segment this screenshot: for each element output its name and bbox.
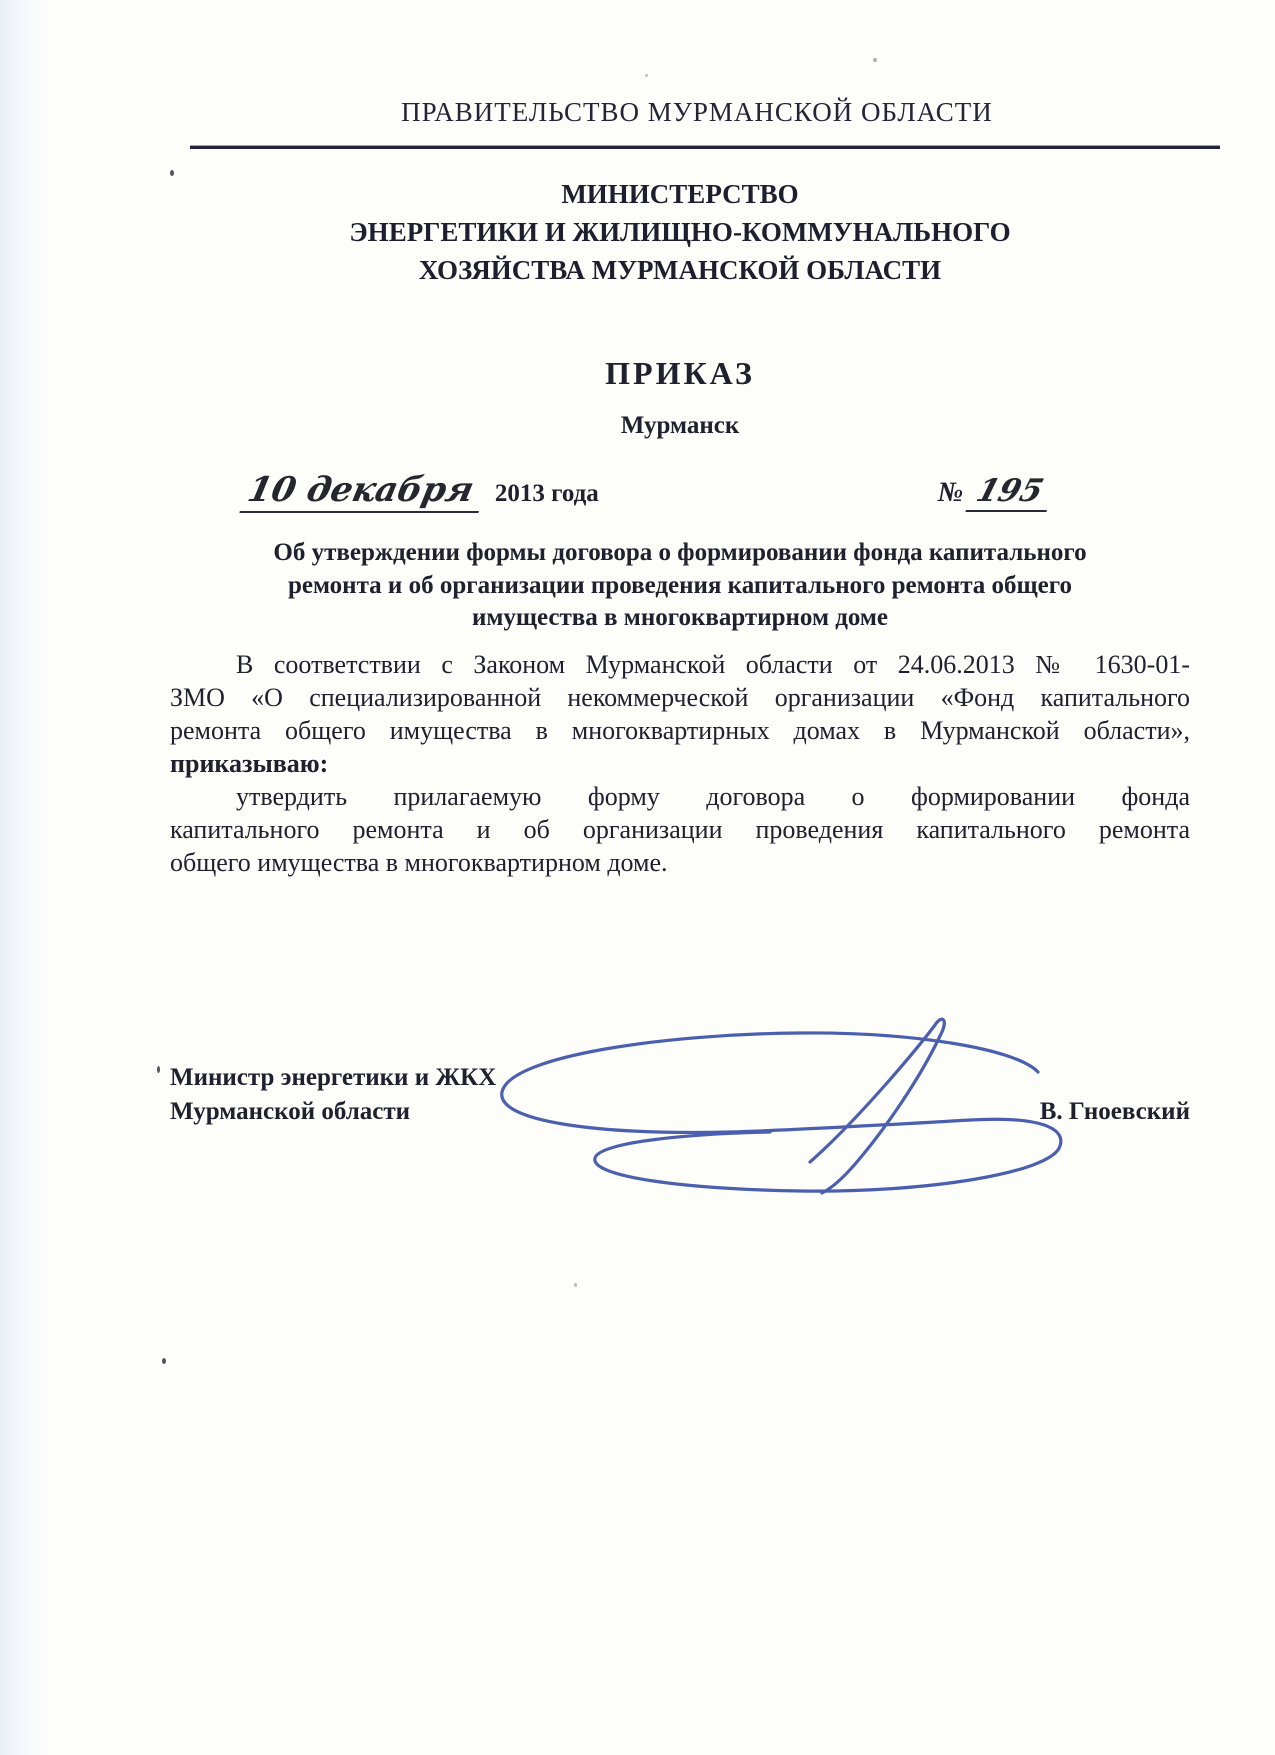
signer-position (170, 1061, 496, 1129)
ministry-name (170, 175, 1190, 289)
directive-word: приказываю: (170, 748, 329, 778)
ministry-line-3: ХОЗЯЙСТВА МУРМАНСКОЙ ОБЛАСТИ (418, 255, 942, 285)
handwritten-order-number: 195 (966, 473, 1058, 512)
city-label: Мурманск (620, 412, 740, 439)
order-title-line-1: Об утверждении формы договора о формировании фонда капитального (273, 539, 1087, 566)
body-p1-line-3: ремонта общего имущества в многоквартирных домах в Мурманской области», (170, 715, 1190, 745)
body-p2-line-2: капитального ремонта и об организации проведения капитального ремонта (170, 814, 1190, 844)
order-title (170, 537, 1190, 635)
printed-year: 2013 года (494, 480, 599, 507)
date-group (244, 470, 599, 513)
scan-speck (873, 58, 877, 62)
order-number-group (938, 473, 1052, 512)
scan-speck (170, 170, 174, 176)
ministry-line-2: ЭНЕРГЕТИКИ И ЖИЛИЩНО-КОММУНАЛЬНОГО (349, 217, 1011, 247)
body-p1-line-1: В соответствии с Законом Мурманской области от 24.06.2013 № 1630-01- (236, 649, 1190, 679)
signer-position-line-1: Министр энергетики и ЖКХ (170, 1063, 497, 1091)
body-p1-line-2: ЗМО «О специализированной некоммерческой организации «Фонд капитального (170, 682, 1190, 712)
body-p2-line-3: общего имущества в многоквартирном доме. (170, 847, 668, 877)
body-p2-line-1: утвердить прилагаемую форму договора о формировании фонда (236, 781, 1190, 811)
handwritten-signature (470, 1000, 1090, 1205)
date-and-number-row (170, 470, 1190, 513)
ministry-line-1: МИНИСТЕРСТВО (561, 179, 799, 209)
government-title: ПРАВИТЕЛЬСТВО МУРМАНСКОЙ ОБЛАСТИ (401, 97, 993, 127)
scan-speck (157, 1066, 160, 1073)
order-title-line-3: имущества в многоквартирном доме (471, 604, 889, 631)
scan-speck (162, 1358, 166, 1364)
scan-speck (574, 1283, 577, 1287)
signer-position-line-2: Мурманской области (170, 1097, 411, 1125)
header-divider-line (190, 145, 1220, 149)
number-sign: № (937, 477, 964, 508)
document-type-label: ПРИКАЗ (605, 355, 755, 391)
order-title-line-2: ремонта и об организации проведения капитального ремонта общего (287, 571, 1072, 599)
handwritten-date: 10 декабря (239, 470, 487, 513)
scan-speck (645, 74, 648, 77)
signer-name: В. Гноевский (1039, 1097, 1190, 1125)
order-body (170, 648, 1190, 879)
